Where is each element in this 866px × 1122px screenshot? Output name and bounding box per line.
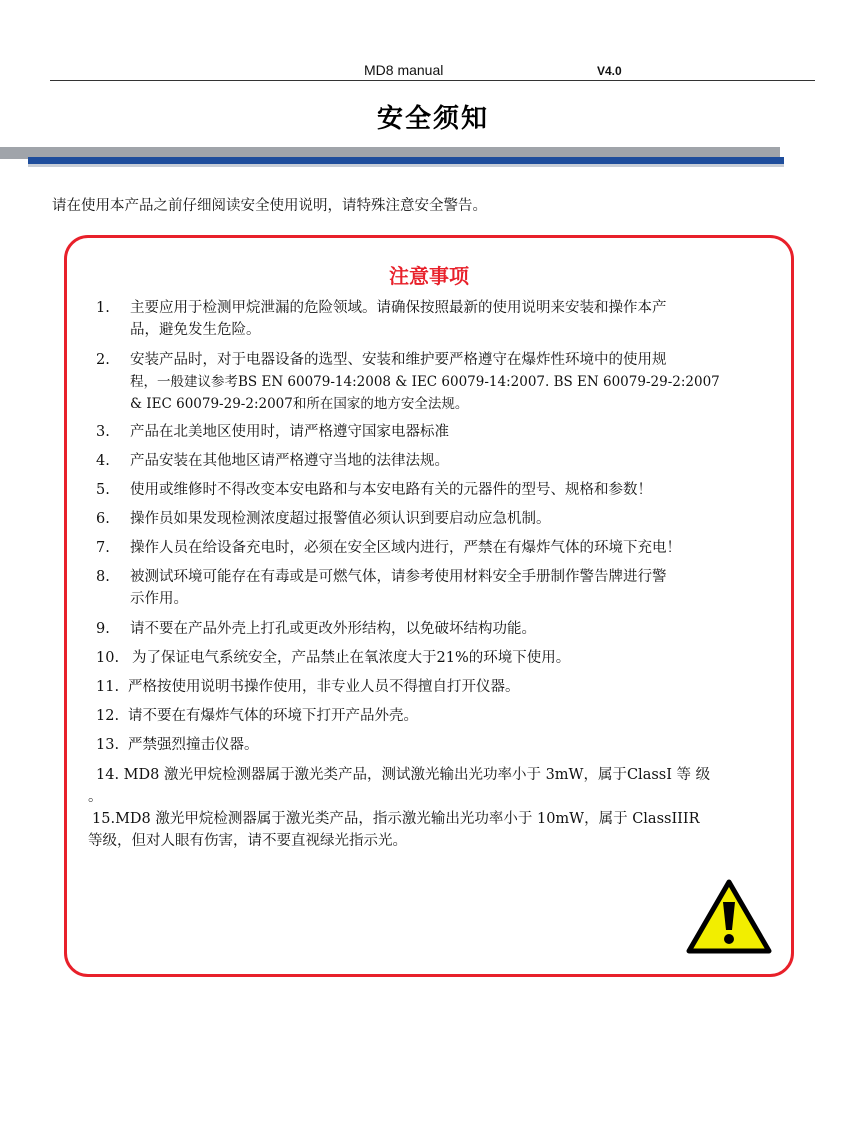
page-title: 安全须知 [376, 104, 489, 134]
item-text: 使用或维修时不得改变本安电路和与本安电路有关的元器件的型号、规格和参数！ [130, 482, 652, 498]
warning-triangle-icon [685, 878, 773, 956]
item-number: 14. [96, 767, 120, 783]
doc-version: V4.0 [597, 64, 622, 78]
item-number: 4. [96, 453, 110, 469]
list-item [96, 479, 786, 501]
item-number: 13. [96, 737, 120, 753]
item-text: MD8 激光甲烷检测器属于激光类产品，指示激光输出光功率小于 10mW，属于 ClassIIIR [115, 811, 700, 827]
item-text: 请不要在有爆炸气体的环境下打开产品外壳。 [128, 708, 418, 724]
item-text: 严禁强烈撞击仪器。 [128, 737, 259, 753]
item-text: MD8 激光甲烷检测器属于激光类产品，测试激光输出光功率小于 3mW，属于ClassI 等 级 [123, 767, 711, 783]
item-text: 品，避免发生危险。 [130, 322, 261, 338]
list-item [96, 676, 776, 698]
item-number: 11. [96, 679, 120, 695]
list-item [96, 734, 776, 756]
item-text: 。 [88, 789, 103, 805]
item-text: 产品安装在其他地区请严格遵守当地的法律法规。 [130, 453, 449, 469]
list-item [96, 566, 776, 610]
header-rule [50, 80, 815, 81]
item-text: 操作员如果发现检测浓度超过报警值必须认识到要启动应急机制。 [130, 511, 551, 527]
list-item [96, 349, 796, 415]
item-text: 请不要在产品外壳上打孔或更改外形结构，以免破坏结构功能。 [130, 621, 536, 637]
item-text: 严格按使用说明书操作使用，非专业人员不得擅自打开仪器。 [128, 679, 520, 695]
item-text: 为了保证电气系统安全，产品禁止在氧浓度大于21%的环境下使用。 [132, 650, 571, 666]
item-text: 被测试环境可能存在有毒或是可燃气体，请参考使用材料安全手册制作警告牌进行警 [130, 569, 667, 585]
item-number: 8. [96, 569, 110, 585]
item-number: 7. [96, 540, 110, 556]
title-bar-blue [28, 157, 784, 164]
list-item [88, 764, 788, 808]
list-item [96, 705, 776, 727]
list-item [96, 618, 776, 640]
item-number: 9. [96, 621, 110, 637]
item-text: 等级，但对人眼有伤害，请不要直视绿光指示光。 [88, 833, 407, 849]
list-item [96, 450, 776, 472]
item-text: 示作用。 [130, 591, 188, 607]
item-number: 5. [96, 482, 110, 498]
list-item [96, 537, 786, 559]
list-item [88, 808, 788, 852]
item-text: & IEC 60079-29-2:2007和所在国家的地方安全法规。 [130, 396, 469, 412]
list-item [96, 647, 776, 669]
list-item [96, 297, 776, 341]
list-item [96, 508, 776, 530]
item-number: 6. [96, 511, 110, 527]
item-text: 主要应用于检测甲烷泄漏的危险领域。请确保按照最新的使用说明来安装和操作本产 [130, 300, 667, 316]
item-text: 操作人员在给设备充电时，必须在安全区域内进行，严禁在有爆炸气体的环境下充电！ [130, 540, 681, 556]
item-number: 1. [96, 300, 110, 316]
item-number: 2. [96, 352, 110, 368]
item-text: 程，一般建议参考BS EN 60079-14:2008 & IEC 60079-14:2007. BS EN 60079-29-2:2007 [130, 374, 720, 390]
intro-text: 请在使用本产品之前仔细阅读安全使用说明，请特殊注意安全警告。 [52, 198, 487, 214]
notice-title: 注意事项 [389, 264, 469, 288]
title-bar-shadow [28, 164, 784, 167]
list-item [96, 421, 776, 443]
item-text: 产品在北美地区使用时，请严格遵守国家电器标准 [130, 424, 449, 440]
item-text: 安装产品时，对于电器设备的选型、安装和维护要严格遵守在爆炸性环境中的使用规 [130, 352, 667, 368]
doc-title: MD8 manual [364, 62, 444, 78]
item-number: 15. [92, 811, 116, 827]
item-number: 10. [96, 650, 120, 666]
item-number: 12. [96, 708, 120, 724]
item-number: 3. [96, 424, 110, 440]
